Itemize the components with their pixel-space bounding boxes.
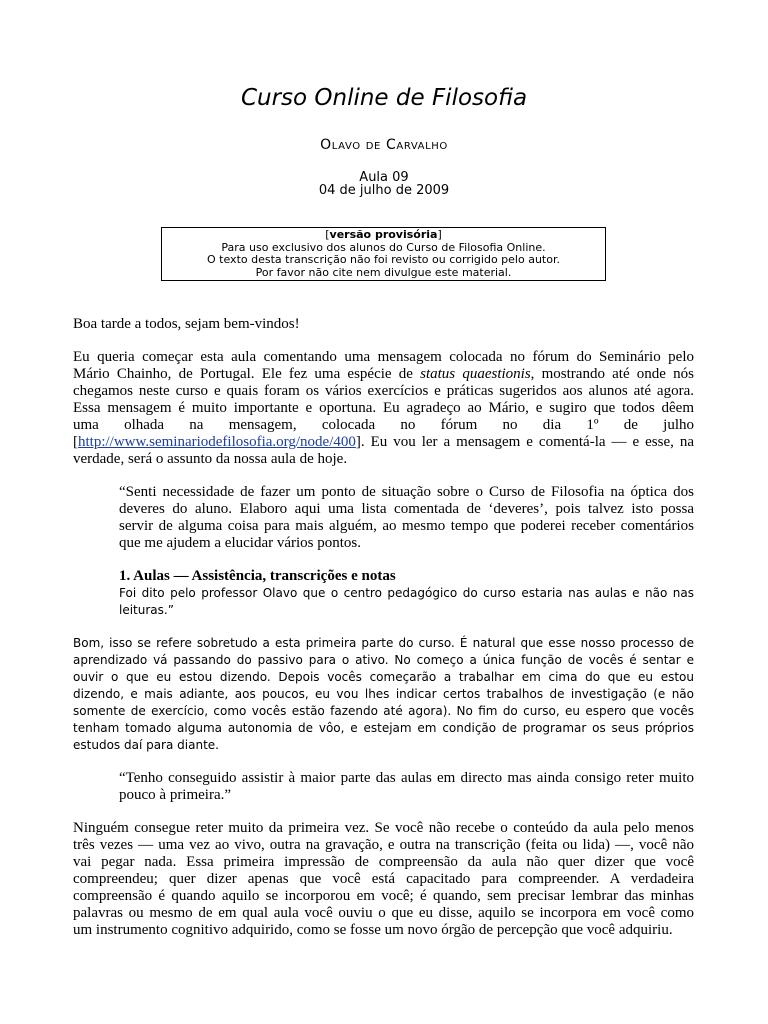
text-line — [73, 905, 694, 922]
paragraph — [73, 635, 694, 754]
text-line — [119, 770, 694, 787]
text-span: servir de alguma coisa para mais alguém, ao mesmo tempo que poderei receber comentários — [119, 518, 694, 534]
text-span: Bom, isso se refere sobretudo a esta primeira parte do curso. É natural que esse nosso processo de — [73, 636, 694, 650]
text-line — [119, 535, 694, 552]
text-span: dizendo, e mais adiante, aos poucos, eu vou lhes indicar certos trabalhos de investigação (e não — [73, 687, 694, 701]
text-span: vai pegar nada. Essa primeira impressão de compreensão da aula não quer dizer que você — [73, 854, 694, 870]
text-line — [73, 669, 694, 686]
text-line — [73, 820, 694, 837]
text-span: Eu queria começar esta aula comentando uma mensagem colocada no fórum do Seminário pelo — [73, 349, 694, 365]
text-span: Boa tarde a todos, sejam bem-vindos! — [73, 316, 300, 332]
author-name: Olavo de Carvalho — [320, 137, 448, 153]
text-span: “Tenho conseguido assistir à maior parte das aulas em directo mas ainda consigo reter muito — [119, 770, 694, 786]
text-span: “Senti necessidade de fazer um ponto de situação sobre o Curso de Filosofia na óptica dos — [119, 484, 694, 500]
text-line — [73, 383, 694, 400]
section-heading: 1. Aulas — Assistência, transcrições e notas — [119, 568, 396, 584]
text-span: compreensão é quando aquilo se incorporou em você; é quando, sem precisar lembrar das minhas — [73, 888, 694, 904]
text-span: compreendeu; quer dizer apenas que você está capacitado para compreender. A verdadeira — [73, 871, 694, 887]
text-line — [73, 635, 694, 652]
block-quote — [119, 770, 694, 804]
text-span: palavras ou mesmo de em qual aula você ouviu o que eu disse, aquilo se incorpora em você como — [73, 905, 694, 921]
block-quote — [119, 484, 694, 552]
text-span: que me ajudem a elucidar vários pontos. — [119, 535, 362, 551]
text-span: , mostrando até onde nós — [530, 366, 694, 382]
text-span: Foi dito pelo professor Olavo que o centro pedagógico do curso estaria nas aulas e não nas — [119, 586, 694, 600]
text-span: Ninguém consegue reter muito da primeira vez. Se você não recebe o conteúdo da aula pelo menos — [73, 820, 694, 836]
text-line — [119, 787, 694, 804]
text-line — [119, 585, 694, 602]
text-line — [73, 871, 694, 888]
text-span: uma olhada na mensagem, colocada no fórum no dia 1º de julho — [73, 417, 694, 433]
text-line — [73, 737, 694, 754]
text-line — [119, 518, 694, 535]
text-line — [73, 888, 694, 905]
text-span: deveres do aluno. Elaboro aqui uma lista comentada de ‘deveres’, pois talvez isto possa — [119, 501, 694, 517]
notice-heading — [162, 229, 605, 242]
notice-line: Para uso exclusivo dos alunos do Curso de Filosofia Online. — [221, 240, 546, 254]
text-span: três vezes — uma vez ao vivo, outra na gravação, e outra na transcrição (feita ou lida) —, você não — [73, 837, 694, 853]
notice-line: Por favor não cite nem divulgue este material. — [255, 265, 512, 279]
text-span: estudos daí para diante. — [73, 738, 219, 752]
text-span: Essa mensagem é muito importante e oportuna. Eu agradeço ao Mário, e sugiro que todos dêem — [73, 400, 694, 416]
text-line — [73, 703, 694, 720]
text-line — [73, 349, 694, 366]
notice-bracket-open: [ — [325, 228, 330, 241]
text-line — [119, 501, 694, 518]
text-line — [73, 434, 694, 451]
forum-post-link[interactable]: http://www.seminariodefilosofia.org/node/400 — [78, 434, 356, 450]
text-line — [73, 366, 694, 383]
text-line — [119, 602, 694, 619]
text-line — [73, 686, 694, 703]
text-line — [119, 568, 694, 585]
text-span: um instrumento cognitivo adquirido, como se fosse um novo órgão de percepção que você adquiriu. — [73, 922, 673, 938]
paragraph — [73, 820, 694, 939]
text-span: tenham tomado alguma autonomia de vôo, e estejam em condição de programar os seus próprios — [73, 721, 694, 735]
text-span: aprendizado vá passando do passivo para o ativo. No começo a única função de vocês é sentar e — [73, 653, 694, 667]
paragraph — [73, 349, 694, 468]
text-line — [73, 922, 694, 939]
notice-line: O texto desta transcrição não foi revisto ou corrigido pelo autor. — [207, 253, 560, 267]
notice-bracket-close: ] — [437, 228, 442, 241]
text-line — [73, 854, 694, 871]
text-span: pouco à primeira.” — [119, 787, 232, 803]
italic-term: status quaestionis — [420, 366, 531, 382]
document-title: Curso Online de Filosofia — [240, 85, 528, 111]
text-span: [ — [73, 434, 78, 450]
text-span: somente de exercício, como vocês estão fazendo até agora). No fim do curso, eu espero que vocês — [73, 704, 694, 718]
text-line — [73, 451, 694, 468]
text-line — [73, 652, 694, 669]
lesson-date: 04 de julho de 2009 — [318, 183, 450, 198]
block-quote — [119, 585, 694, 619]
text-span: Mário Chainho, de Portugal. Ele fez uma espécie de — [73, 366, 421, 382]
text-span: ]. Eu vou ler a mensagem e comentá-la — e esse, na — [355, 434, 694, 450]
text-line — [73, 316, 694, 333]
text-line — [119, 484, 694, 501]
notice-label: versão provisória — [329, 228, 438, 241]
text-line — [73, 720, 694, 737]
text-line — [73, 417, 694, 434]
text-line — [73, 837, 694, 854]
provisional-version-notice — [161, 227, 606, 281]
text-line — [73, 400, 694, 417]
text-span: leituras.” — [119, 603, 174, 617]
text-span: ouvir o que eu estou dizendo. Depois vocês começarão a trabalhar em cima do que eu estou — [73, 670, 694, 684]
transcript-body — [73, 316, 694, 939]
paragraph — [73, 316, 694, 333]
block-quote — [119, 568, 694, 585]
text-span: verdade, será o assunto da nossa aula de hoje. — [73, 451, 348, 467]
lesson-number: Aula 09 — [359, 170, 409, 185]
text-span: chegamos neste curso e quais foram os vários exercícios e práticas sugeridos aos alunos até agora. — [73, 383, 694, 399]
